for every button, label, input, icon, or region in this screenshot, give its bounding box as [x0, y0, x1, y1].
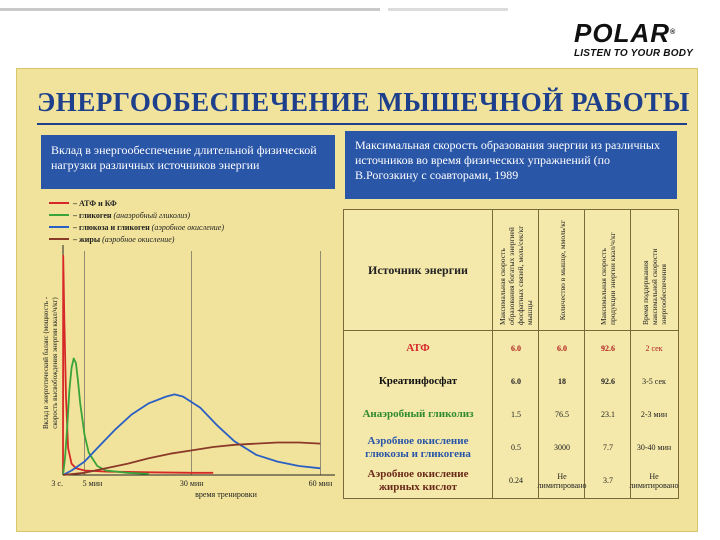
legend-label: – глюкоза и гликоген	[73, 222, 150, 232]
logo-tagline: LISTEN TO YOUR BODY	[574, 48, 694, 59]
table-cell-source: Анаэробный гликолиз	[362, 408, 474, 420]
series-line	[63, 359, 149, 476]
poster	[16, 68, 698, 532]
header-divider-2	[388, 8, 508, 11]
table-cell-value: Не лимитировано	[629, 471, 679, 490]
table-cell-value: 92.6	[601, 377, 615, 386]
table-cell-value: 2 сек	[645, 344, 663, 353]
table-row	[344, 431, 678, 464]
table-cell-value: 3.7	[603, 476, 613, 485]
table-cell-source: АТФ	[406, 342, 430, 354]
table-cell-value: 3-5 сек	[642, 377, 666, 386]
table-cell-value: 7.7	[603, 443, 613, 452]
legend-item	[49, 209, 339, 221]
table-cell-value: 3000	[554, 443, 570, 452]
legend-note: (аэробное окисление)	[151, 222, 225, 232]
table-header-rate: Максимальная скорость образования богатых энергией фосфатных связей, моль/сек/кг мышцы	[498, 225, 534, 325]
table-header-duration: Время поддержания максимальной скорости энергообеспечения	[640, 248, 668, 325]
table-row	[344, 398, 678, 431]
right-caption-box: Максимальная скорость образования энергии из различных источников во время физических упражнений (по В.Рогозкину с соавторами, 1989	[345, 131, 677, 199]
legend-label: – гликоген	[73, 210, 112, 220]
x-tick-label: 5 мин	[82, 479, 103, 488]
legend-swatch	[49, 214, 69, 216]
polar-logo	[574, 20, 700, 59]
energy-contribution-chart	[17, 229, 343, 499]
table-cell-value: 30-40 мин	[636, 443, 672, 452]
table-row	[344, 365, 678, 398]
title-underline	[37, 123, 687, 125]
table-cell-value: 18	[558, 377, 566, 386]
table-cell-source: Аэробное окисление глюкозы и гликогена	[365, 434, 471, 460]
x-tick-label: 30 мин	[179, 479, 204, 488]
legend-swatch	[49, 202, 69, 204]
logo-word: POLAR	[574, 18, 670, 48]
x-axis-label: время тренировки	[195, 490, 257, 499]
table-row	[344, 332, 678, 365]
table-row	[344, 464, 678, 497]
table-cell-value: 0.5	[511, 443, 521, 452]
table-cell-source: Аэробное окисление жирных кислот	[367, 467, 469, 493]
legend-note: (анаэробный гликолиз)	[113, 210, 190, 220]
header-divider	[0, 8, 380, 11]
table-cell-value: 6.0	[557, 344, 567, 353]
table-cell-value: 1.5	[511, 410, 521, 419]
table-header-power: Максимальная скорость продукции энергии ккал/ч/кг	[599, 232, 617, 325]
table-header-amount: Количество в мышце, ммоль/кг	[557, 219, 567, 321]
legend-label: – жиры	[73, 234, 101, 244]
left-caption-box: Вклад в энергообеспечение длительной физической нагрузки различных источников энергии	[41, 135, 335, 189]
poster-title: ЭНЕРГООБЕСПЕЧЕНИЕ МЫШЕЧНОЙ РАБОТЫ	[37, 87, 690, 117]
table-cell-value: 76.5	[555, 410, 569, 419]
x-tick-label: 60 мин	[308, 479, 333, 488]
energy-sources-table	[343, 209, 679, 499]
logo-registered-mark: ®	[670, 29, 677, 36]
table-header-source: Источник энергии	[368, 262, 468, 277]
table-cell-value: 6.0	[511, 377, 521, 386]
legend-label: – АТФ и КФ	[73, 198, 117, 208]
table-cell-source: Креатинфосфат	[378, 375, 458, 387]
table-cell-value: 0.24	[509, 476, 523, 485]
legend-item	[49, 197, 339, 209]
legend-swatch	[49, 226, 69, 228]
y-axis-label: Вклад в энергетический баланс (мощность -скорость высвобождения энергии ккал/ч/кг)	[42, 296, 59, 430]
legend-note: (аэробное окисление)	[102, 234, 175, 244]
table-cell-value: Не лимитировано	[537, 471, 587, 490]
table-cell-value: 23.1	[601, 410, 615, 419]
table-cell-value: 6.0	[511, 344, 521, 353]
table-cell-value: 92.6	[601, 344, 615, 353]
table-cell-value: 2-3 мин	[640, 410, 668, 419]
x-tick-label: 3 с.	[51, 479, 63, 488]
